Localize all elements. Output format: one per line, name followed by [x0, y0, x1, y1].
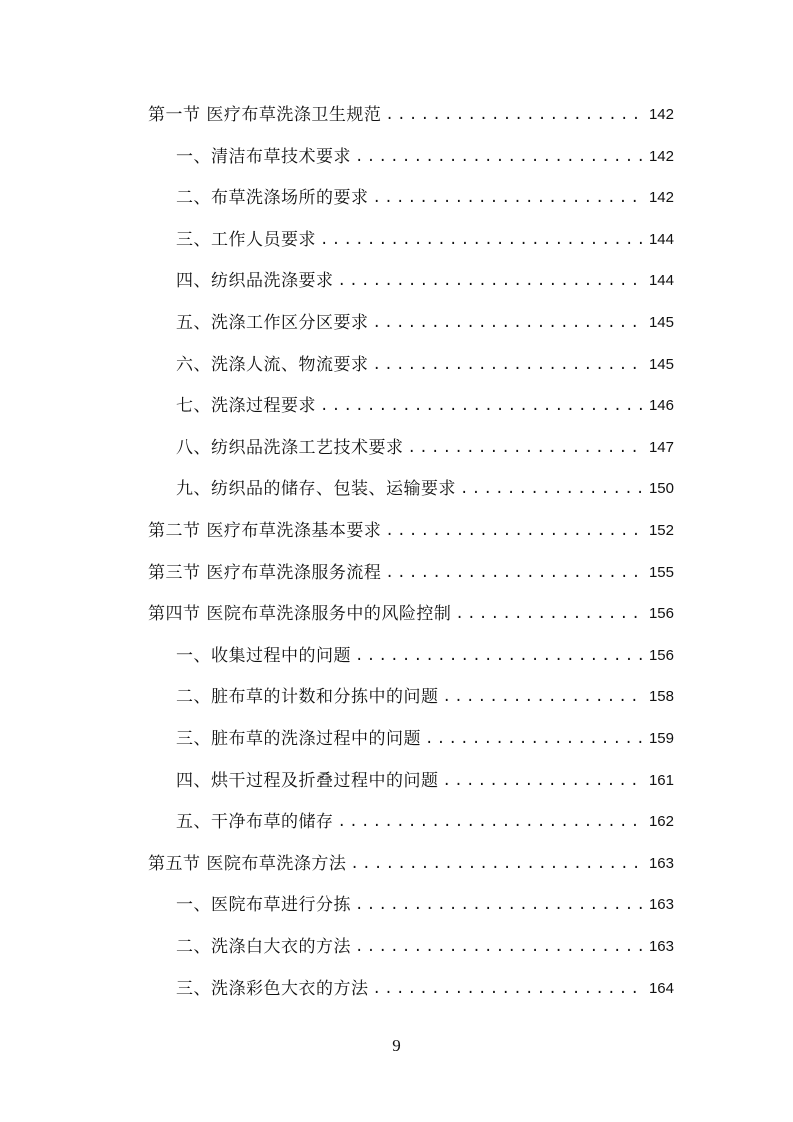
- toc-entry-title: 六、洗涤人流、物流要求: [176, 354, 369, 375]
- toc-entry-title: 第五节 医院布草洗涤方法: [148, 853, 347, 874]
- toc-entry-title: 九、纺织品的储存、包装、运输要求: [176, 479, 456, 500]
- toc-entry-title: 第四节 医院布草洗涤服务中的风险控制: [148, 604, 452, 625]
- toc-entry-page: 156: [648, 605, 674, 623]
- toc-entry-page: 144: [648, 272, 674, 290]
- toc-entry-title: 五、干净布草的储存: [176, 812, 334, 833]
- toc-entry[interactable]: [176, 803, 674, 833]
- toc-entry-page: 144: [648, 230, 674, 248]
- toc-entry-page: 156: [648, 646, 674, 664]
- toc-entry-title: 第三节 医疗布草洗涤服务流程: [148, 562, 382, 583]
- dot-leader: [385, 520, 645, 542]
- toc-entry[interactable]: [176, 138, 674, 168]
- toc-entry-title: 第二节 医疗布草洗涤基本要求: [148, 521, 382, 541]
- toc-entry-title: 七、洗涤过程要求: [176, 396, 316, 417]
- dot-leader: [373, 354, 645, 376]
- toc-entry-section-2[interactable]: [148, 512, 674, 542]
- toc-entry[interactable]: [176, 221, 674, 251]
- dot-leader: [385, 104, 645, 126]
- dot-leader: [355, 146, 645, 168]
- toc-entry-page: 155: [648, 563, 674, 581]
- toc-entry[interactable]: [176, 970, 674, 1000]
- toc-entry[interactable]: [176, 678, 674, 708]
- toc-entry-title: 一、医院布草进行分拣: [176, 895, 351, 916]
- toc-entry[interactable]: [176, 928, 674, 958]
- toc-entry-page: 145: [648, 355, 674, 373]
- toc-entry-page: 147: [648, 438, 674, 456]
- dot-leader: [408, 437, 645, 459]
- dot-leader: [320, 229, 645, 251]
- dot-leader: [338, 811, 645, 833]
- toc-entry-page: 161: [648, 771, 674, 789]
- toc-entry[interactable]: [176, 429, 674, 459]
- dot-leader: [355, 894, 645, 916]
- toc-entry[interactable]: [176, 346, 674, 376]
- toc-entry-title: 三、脏布草的洗涤过程中的问题: [176, 729, 421, 749]
- dot-leader: [355, 936, 645, 958]
- toc-entry-title: 四、烘干过程及折叠过程中的问题: [176, 770, 439, 791]
- dot-leader: [460, 478, 645, 500]
- dot-leader: [443, 686, 645, 708]
- toc-entry-page: 152: [648, 522, 674, 539]
- dot-leader: [455, 603, 645, 625]
- toc-entry-page: 162: [648, 813, 674, 831]
- toc-entry-page: 142: [648, 189, 674, 207]
- toc-entry-section-5[interactable]: [148, 845, 674, 875]
- toc-entry-title: 四、纺织品洗涤要求: [176, 271, 334, 292]
- dot-leader: [385, 562, 645, 584]
- toc-entry-section-4[interactable]: [148, 595, 674, 625]
- toc-entry-page: 164: [648, 979, 674, 997]
- toc-entry-page: 163: [648, 854, 674, 872]
- dot-leader: [338, 270, 645, 292]
- dot-leader: [443, 770, 645, 792]
- toc-entry-page: 142: [648, 106, 674, 123]
- toc-entry-title: 二、脏布草的计数和分拣中的问题: [176, 687, 439, 708]
- toc-entry[interactable]: [176, 262, 674, 292]
- toc-entry-title: 一、清洁布草技术要求: [176, 146, 351, 167]
- toc-entry[interactable]: [176, 720, 674, 750]
- dot-leader: [373, 312, 645, 334]
- toc-entry[interactable]: [176, 762, 674, 792]
- toc-entry-page: 159: [648, 730, 674, 747]
- toc-entry-title: 第一节 医疗布草洗涤卫生规范: [148, 105, 382, 125]
- toc-entry-title: 八、纺织品洗涤工艺技术要求: [176, 437, 404, 458]
- toc-entry-page: 163: [648, 896, 674, 914]
- toc-entry-section-3[interactable]: [148, 554, 674, 584]
- toc-entry[interactable]: [176, 886, 674, 916]
- dot-leader: [350, 853, 645, 875]
- toc-entry[interactable]: [176, 637, 674, 667]
- dot-leader: [373, 187, 645, 209]
- toc-entry[interactable]: [176, 387, 674, 417]
- toc-entry-page: 150: [648, 480, 674, 498]
- page-number: 9: [392, 1036, 401, 1055]
- dot-leader: [425, 728, 645, 750]
- toc-entry-title: 二、洗涤白大衣的方法: [176, 937, 351, 957]
- toc-entry[interactable]: [176, 304, 674, 334]
- toc-entry-page: 163: [648, 938, 674, 955]
- toc-entry-title: 五、洗涤工作区分区要求: [176, 313, 369, 333]
- toc-entry-page: 158: [648, 688, 674, 706]
- dot-leader: [355, 645, 645, 667]
- toc-entry[interactable]: [176, 470, 674, 500]
- dot-leader: [373, 978, 645, 1000]
- dot-leader: [320, 395, 645, 417]
- toc-entry[interactable]: [176, 179, 674, 209]
- toc-entry-title: 二、布草洗涤场所的要求: [176, 188, 369, 209]
- toc-entry-title: 一、收集过程中的问题: [176, 645, 351, 666]
- toc-entry-title: 三、洗涤彩色大衣的方法: [176, 978, 369, 999]
- toc-entry-page: 145: [648, 314, 674, 331]
- toc-entry-page: 142: [648, 147, 674, 165]
- toc-entry-section-1[interactable]: [148, 96, 674, 126]
- toc-entry-title: 三、工作人员要求: [176, 229, 316, 250]
- toc-entry-page: 146: [648, 397, 674, 415]
